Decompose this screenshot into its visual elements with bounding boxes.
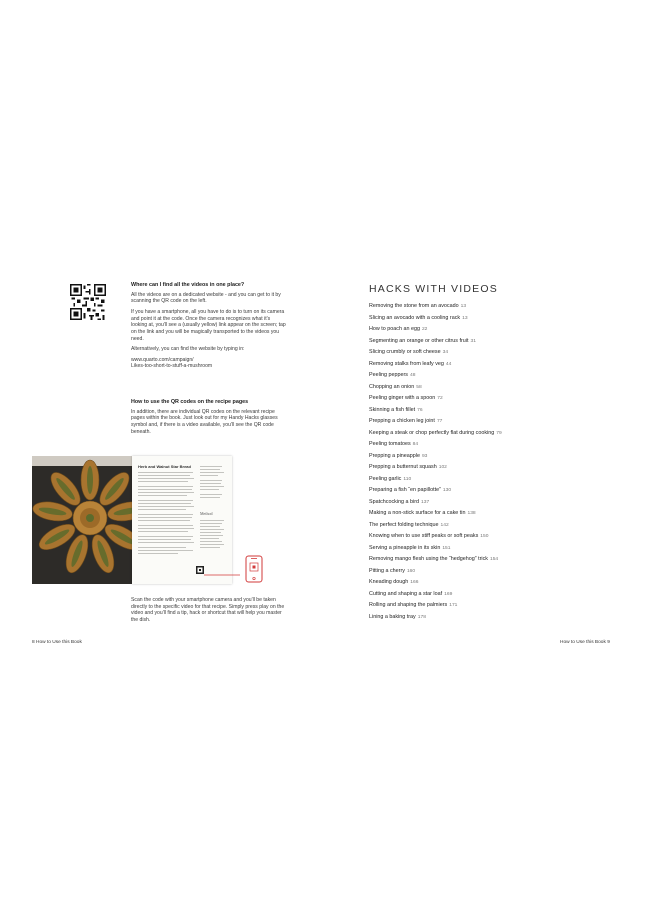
hack-page-number: 72 [437,396,443,401]
hack-page-number: 110 [403,476,412,482]
hack-title: Making a non-stick surface for a cake tin [369,510,466,516]
hack-title: Preparing a fish “en papillotte” [369,487,441,493]
videos-info-section [131,282,286,374]
hack-title: Peeling ginger with a spoon [369,395,436,401]
hack-title: Chopping an onion [369,383,415,390]
hack-page-number: 44 [445,361,452,367]
hack-list-item [369,406,579,418]
hack-title: Serving a pineapple in its skin [369,544,441,551]
hack-page-number: 76 [417,407,423,413]
hack-page-number: 22 [421,327,428,332]
hack-title: Prepping a chicken leg joint [369,418,435,424]
hack-title: Keeping a steak or chop perfectly flat during cooking [369,429,495,436]
hack-list-item [369,613,579,625]
hack-list-item [369,371,579,383]
hack-page-number: 151 [442,545,451,551]
hack-list-item [369,475,579,487]
hack-page-number: 178 [417,614,426,620]
hack-list-item [369,555,579,567]
hack-list-item [369,383,579,395]
hack-page-number: 77 [436,419,443,424]
hack-list-item [369,417,579,429]
hack-title: Peeling tomatoes [369,441,411,447]
hack-page-number: 102 [438,465,447,470]
hack-list-item [369,544,579,556]
page-footer-left: 8 How to Use this Book [32,640,82,645]
hack-list-item [369,440,579,452]
hack-title: Removing the stone from an avocado [369,303,459,309]
hack-page-number: 160 [406,568,416,574]
hack-title: Slicing an avocado with a cooling rack [369,314,461,321]
hack-title: Lining a baking tray [369,613,416,620]
qr-recipe-section [131,399,286,439]
section-heading-videos: Where can I find all the videos in one place? [131,282,245,288]
hack-list-item [369,337,579,349]
hack-title: Removing stalks from leafy veg [369,360,444,367]
page-footer-right: How to Use this Book 9 [560,640,610,645]
hack-title: Pitting a cherry [369,567,405,574]
hack-list-item [369,509,579,521]
paragraph: Alternatively, you can find the website by typing in: [131,346,245,353]
website-url-path[interactable]: Likes-too-short-to-stuff-a-mushroom [131,363,213,370]
hack-title: Removing mango flesh using the “hedgehog” trick [369,556,488,562]
hacks-list [369,302,579,624]
hack-list-item [369,348,579,360]
hack-page-number: 137 [421,499,430,505]
hack-page-number: 13 [460,304,467,309]
hacks-heading: HACKS WITH VIDEOS [369,283,498,295]
paragraph: In addition, there are individual QR codes on the relevant recipe pages within the book. Just look out for my Handy Hacks glasses symbol and, if there is a video available, you'll see the QR code beneath. [131,408,278,435]
hack-list-item [369,567,579,579]
hack-list-item [369,601,579,613]
hack-list-item [369,325,579,337]
hack-title: Skinning a fish fillet [369,406,416,413]
hack-list-item [369,302,579,314]
hack-title: Spatchcocking a bird [369,498,420,505]
hack-title: Cutting and shaping a star loaf [369,590,443,597]
hack-title: Prepping a butternut squash [369,464,437,470]
hack-title: Prepping a pineapple [369,452,420,459]
hack-title: Knowing when to use stiff peaks or soft peaks [369,533,479,539]
hack-title: Kneading dough [369,579,409,585]
scan-instruction-caption: Scan the code with your smartphone camera and you'll be taken directly to the specific video for that recipe. Simply press play on the video and you'll find a tip, hack or shortcut that will help you master the dish. [131,597,285,624]
hack-page-number: 130 [442,488,452,493]
paragraph: If you have a smartphone, all you have to do is to turn on its camera and point it at the code. Once the camera recognizes what it's looking at, you'll see a (usually yellow) link appear on the screen; tap on the link and you will be magically transported to the videos you need. [131,308,286,342]
hack-page-number: 154 [489,557,499,562]
hack-page-number: 93 [421,453,428,459]
hack-title: Peeling peppers [369,372,408,378]
hack-list-item [369,394,579,406]
website-url[interactable]: www.quarto.com/campaign/ [131,356,194,363]
hack-list-item [369,532,579,544]
hack-title: Peeling garlic [369,475,402,482]
hack-page-number: 171 [449,603,458,608]
recipe-page-title: Herb and Walnut Star Bread [138,464,191,469]
hack-page-number: 34 [442,350,449,355]
smartphone-scan-icon [240,555,268,583]
hack-page-number: 150 [480,534,489,539]
hack-list-item [369,314,579,326]
hack-list-item [369,429,579,441]
hack-list-item [369,590,579,602]
hack-list-item [369,578,579,590]
star-bread-photo [32,456,132,584]
hack-page-number: 13 [462,315,468,321]
hack-page-number: 79 [496,430,502,436]
hack-page-number: 48 [409,373,416,378]
hack-list-item [369,486,579,498]
qr-code[interactable] [70,284,106,320]
section-heading-qr: How to use the QR codes on the recipe pages [131,399,249,405]
hack-page-number: 169 [444,591,453,597]
hack-list-item [369,360,579,372]
hack-page-number: 84 [412,442,419,447]
hack-list-item [369,452,579,464]
hack-list-item [369,463,579,475]
hack-page-number: 166 [410,580,419,585]
hack-title: Rolling and shaping the palmiers [369,602,448,608]
hack-title: The perfect folding technique [369,521,439,528]
hack-title: Segmenting an orange or other citrus fruit [369,337,469,344]
hack-page-number: 58 [416,384,422,390]
hack-title: Slicing crumbly or soft cheese [369,349,441,355]
hack-list-item [369,498,579,510]
svg-text:Method: Method [200,511,213,516]
hack-page-number: 142 [440,522,449,528]
hack-list-item [369,521,579,533]
paragraph: All the videos are on a dedicated website - and you can get to it by scanning the QR code on the left. [131,291,281,305]
hack-title: How to poach an egg [369,326,420,332]
hack-page-number: 138 [467,511,476,516]
hack-page-number: 31 [470,338,476,344]
